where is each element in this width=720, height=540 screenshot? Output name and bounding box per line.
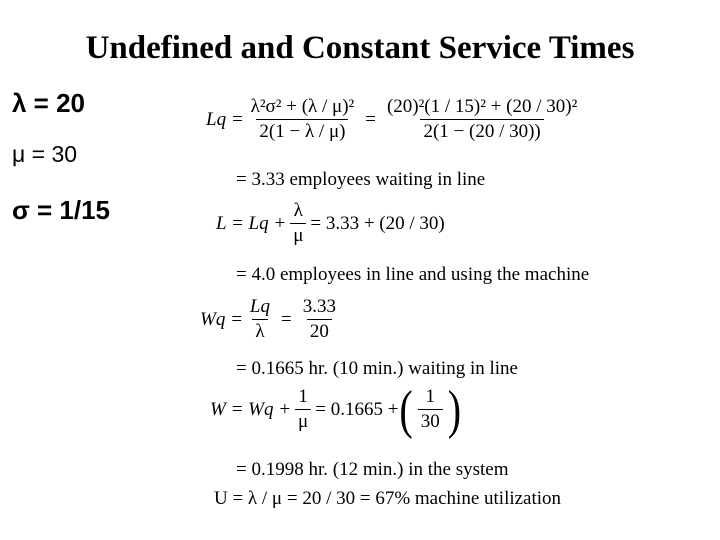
wq-equals: = [280,308,292,330]
lq-frac1-denominator: 2(1 − λ / μ) [256,119,348,143]
lq-frac2-denominator: 2(1 − (20 / 30)) [420,119,543,143]
formula-u: U = λ / μ = 20 / 30 = 67% machine utilization [214,488,562,509]
wq-frac2-denominator: 20 [307,319,332,343]
wq-frac2-numerator: 3.33 [302,296,336,317]
w-frac2-numerator: 1 [425,386,435,407]
lq-fraction-numeric [384,96,580,143]
formula-wq [200,296,343,343]
wq-frac1-numerator: Lq [249,296,270,317]
l-frac-denominator: μ [290,223,306,247]
w-frac1-numerator: 1 [298,386,308,407]
formula-lq [206,96,584,143]
w-frac2-denominator: 30 [418,409,443,433]
formula-w [210,378,462,440]
lq-frac2-numerator: (20)²(1 / 15)² + (20 / 30)² [386,96,578,117]
l-lhs: L = Lq + [216,212,287,234]
lq-result: = 3.33 employees waiting in line [236,169,486,190]
wq-fraction-symbolic [247,296,273,343]
lq-fraction-symbolic [248,96,358,143]
param-lambda: λ = 20 [12,88,86,118]
lq-lhs: Lq = [206,108,244,130]
l-result: = 4.0 employees in line and using the machine [236,264,590,285]
lq-equals: = [365,108,376,130]
l-rhs: = 3.33 + (20 / 30) [310,212,445,234]
w-mid: = 0.1665 + [315,398,399,420]
w-lhs: W = Wq + [210,398,292,420]
l-fraction [290,200,306,247]
wq-fraction-numeric [300,296,339,343]
w-paren-close: ) [447,378,462,440]
w-fraction-symbolic [295,386,311,433]
wq-lhs: Wq = [200,308,243,330]
param-sigma: σ = 1/15 [12,195,111,225]
w-result: = 0.1998 hr. (12 min.) in the system [236,459,509,480]
param-mu: μ = 30 [12,141,78,167]
slide-title: Undefined and Constant Service Times [85,30,635,66]
l-frac-numerator: λ [293,200,303,221]
w-fraction-numeric [418,386,443,433]
wq-result: = 0.1665 hr. (10 min.) waiting in line [236,358,518,379]
wq-frac1-denominator: λ [252,319,267,343]
w-frac1-denominator: μ [295,409,311,433]
formula-l [216,200,445,247]
lq-frac1-numerator: λ²σ² + (λ / μ)² [250,96,355,117]
w-paren-open: ( [399,378,413,440]
